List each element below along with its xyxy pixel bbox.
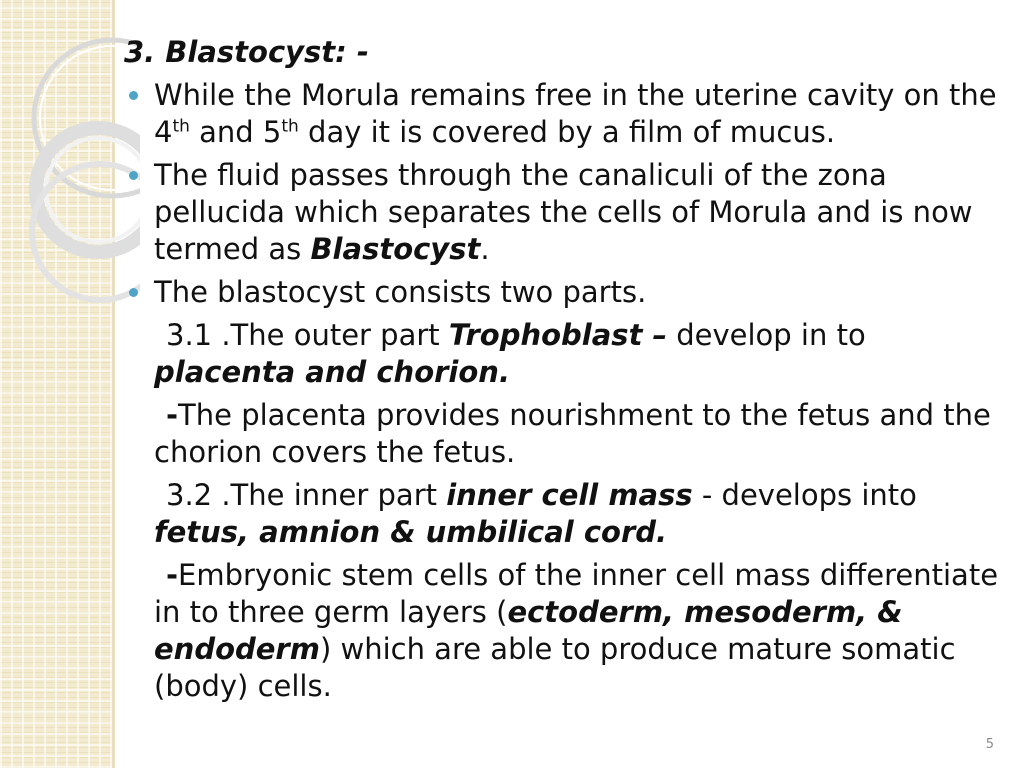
paragraph-inner-part: 3.2 .The inner part inner cell mass - develops into fetus, amnion & umbilical cord. (154, 478, 917, 549)
bullet-fluid: The fluid passes through the canaliculi of the zona pellucida which separates the cells of Morula and is now termed as Blastocyst. (124, 157, 1012, 268)
bullet-morula: While the Morula remains free in the uterine cavity on the 4th and 5th day it is covered by a film of mucus. (124, 77, 1012, 151)
bullet-dot-icon (129, 171, 138, 180)
paragraph-placenta-note: -The placenta provides nourishment to the fetus and the chorion covers the fetus. (154, 398, 991, 469)
page-number: 5 (985, 737, 994, 752)
slide-heading: 3. Blastocyst: - (124, 35, 369, 69)
bullet-dot-icon (129, 288, 138, 297)
paragraph-stem-cells: -Embryonic stem cells of the inner cell mass differentiate in to three germ layers (ectoderm, mesoderm, & endoderm) which are able to produce mature somatic (body) cells. (154, 558, 999, 703)
bullet-two-parts: The blastocyst consists two parts. (124, 274, 1012, 311)
paragraph-outer-part: 3.1 .The outer part Trophoblast – develop in to placenta and chorion. (154, 318, 866, 389)
decorative-circles (0, 0, 140, 330)
bullet-dot-icon (129, 91, 138, 100)
slide-content (124, 34, 1012, 705)
